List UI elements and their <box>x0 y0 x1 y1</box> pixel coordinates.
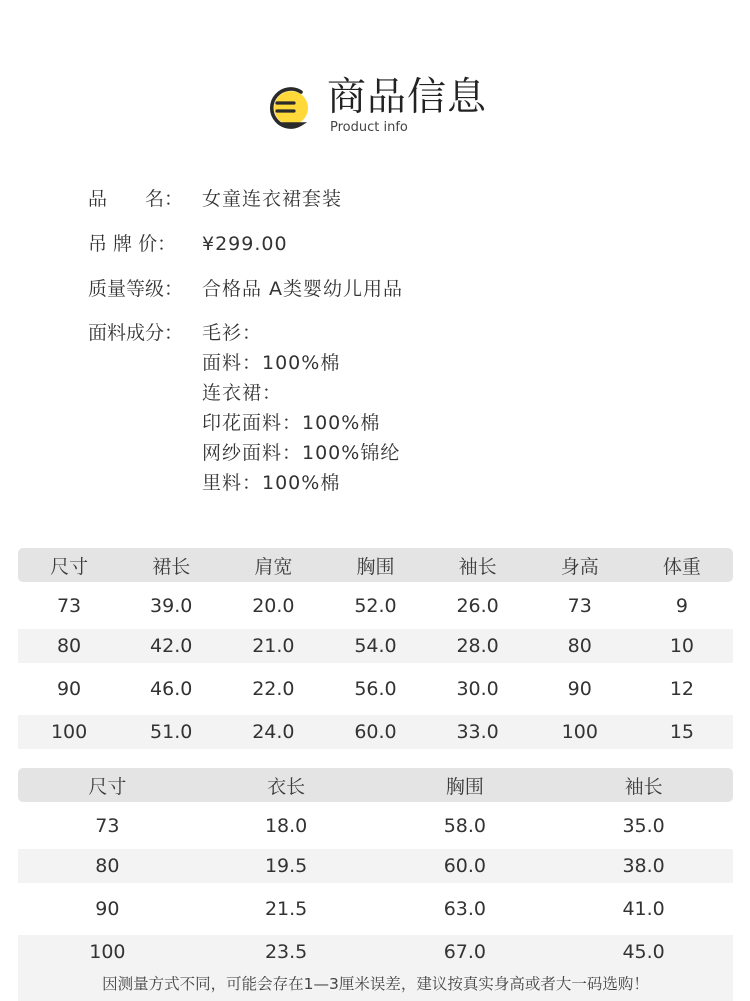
table-cell: 30.0 <box>456 678 499 700</box>
measurement-note: 因测量方式不同，可能会存在1—3厘米误差，建议按真实身高或者大一码选购！ <box>18 969 733 1001</box>
info-label-grade: 质量等级： <box>88 278 184 300</box>
table-cell: 60.0 <box>354 721 397 743</box>
info-value-grade: 合格品 A类婴幼儿用品 <box>202 278 404 300</box>
table-cell: 18.0 <box>264 815 308 837</box>
table-cell: 73 <box>56 595 82 617</box>
table-header-cell: 身高 <box>560 555 599 578</box>
table-cell: 90 <box>56 678 82 700</box>
table-cell: 100 <box>89 941 126 963</box>
table-cell: 46.0 <box>150 678 193 700</box>
table-row <box>18 849 733 883</box>
table-cell: 100 <box>50 721 88 743</box>
table-cell: 73 <box>567 595 592 617</box>
table-cell: 56.0 <box>354 678 397 700</box>
material-line: 毛衫： <box>202 322 263 344</box>
table-row <box>18 892 733 926</box>
table-header-cell: 尺寸 <box>50 555 89 578</box>
table-row <box>18 589 733 623</box>
table-cell: 80 <box>567 635 592 657</box>
material-line: 连衣裙： <box>202 382 283 404</box>
table-header-row <box>18 548 733 582</box>
table-cell: 51.0 <box>150 721 193 743</box>
table-cell: 21.0 <box>252 635 295 657</box>
menu-lines-icon <box>263 84 313 130</box>
table-cell: 23.5 <box>264 941 308 963</box>
table-cell: 73 <box>95 815 120 837</box>
info-label-price: 吊 牌 价： <box>88 233 177 255</box>
table-row <box>18 629 733 663</box>
page-title: 商品信息 <box>327 75 488 120</box>
table-cell: 35.0 <box>622 815 665 837</box>
page-subtitle: Product info <box>330 120 408 135</box>
table-cell: 52.0 <box>354 595 397 617</box>
table-cell: 21.5 <box>264 898 308 920</box>
table-cell: 42.0 <box>150 635 193 657</box>
table-header-cell: 袖长 <box>624 775 663 798</box>
table-cell: 24.0 <box>252 721 295 743</box>
table-header-cell: 胸围 <box>445 775 484 798</box>
table-cell: 80 <box>95 855 120 877</box>
table-header-row <box>18 768 733 802</box>
table-cell: 100 <box>561 721 598 743</box>
table-cell: 10 <box>669 635 694 657</box>
table-header-cell: 尺寸 <box>88 775 127 798</box>
table-cell: 20.0 <box>252 595 295 617</box>
table-cell: 33.0 <box>456 721 499 743</box>
info-label-name: 品 名： <box>88 188 184 210</box>
table-cell: 60.0 <box>443 855 487 877</box>
table-cell: 41.0 <box>622 898 665 920</box>
table-cell: 90 <box>95 898 120 920</box>
section-header <box>0 70 750 140</box>
table-cell: 12 <box>669 678 694 700</box>
table-cell: 38.0 <box>622 855 665 877</box>
table-cell: 90 <box>567 678 592 700</box>
table-cell: 39.0 <box>150 595 193 617</box>
material-line: 印花面料：100%棉 <box>202 412 381 434</box>
table-cell: 19.5 <box>264 855 308 877</box>
table-header-cell: 肩宽 <box>254 555 293 578</box>
table-header-cell: 体重 <box>662 555 701 578</box>
info-value-name: 女童连衣裙套装 <box>202 188 343 210</box>
table-header-cell: 袖长 <box>458 555 497 578</box>
table-cell: 58.0 <box>443 815 487 837</box>
table-cell: 54.0 <box>354 635 397 657</box>
table-cell: 9 <box>675 595 688 617</box>
table-header-cell: 衣长 <box>267 775 306 798</box>
material-line: 网纱面料：100%锦纶 <box>202 442 401 464</box>
info-value-price: ¥299.00 <box>202 233 288 255</box>
table-header-cell: 裙长 <box>152 555 191 578</box>
table-row <box>18 935 733 969</box>
table-cell: 26.0 <box>456 595 499 617</box>
table-row <box>18 809 733 843</box>
table-cell: 28.0 <box>456 635 499 657</box>
info-label-material: 面料成分： <box>88 322 184 344</box>
table-header-cell: 胸围 <box>356 555 395 578</box>
table-cell: 45.0 <box>622 941 665 963</box>
table-cell: 15 <box>669 721 694 743</box>
material-line: 面料：100%棉 <box>202 352 341 374</box>
table-cell: 80 <box>56 635 82 657</box>
material-line: 里料：100%棉 <box>202 472 341 494</box>
table-row <box>18 715 733 749</box>
table-cell: 63.0 <box>443 898 487 920</box>
table-cell: 67.0 <box>443 941 487 963</box>
table-row <box>18 672 733 706</box>
table-cell: 22.0 <box>252 678 295 700</box>
